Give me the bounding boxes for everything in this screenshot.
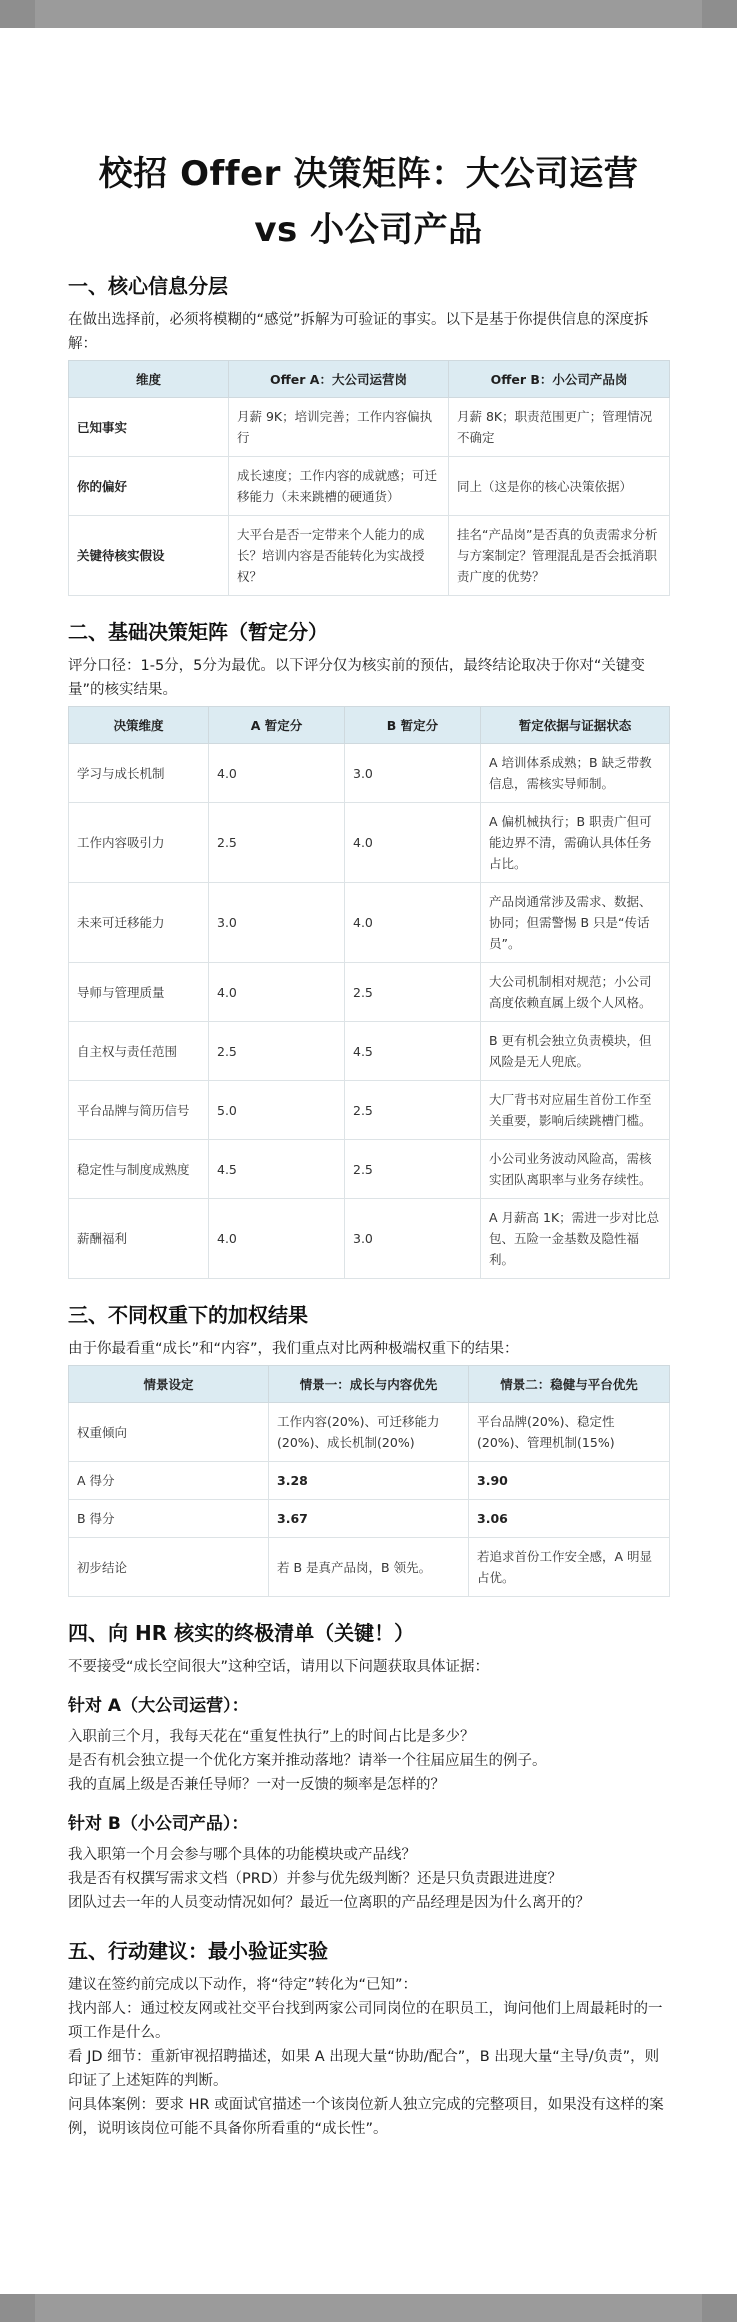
list-item: 建议在签约前完成以下动作，将“待定”转化为“已知”： — [68, 1977, 418, 1993]
table-header: B 暂定分 — [345, 707, 481, 744]
table-header: 决策维度 — [69, 707, 209, 744]
list-item: 我是否有权撰写需求文档（PRD）并参与优先级判断？还是只负责跟进进度？ — [68, 1871, 562, 1887]
section-1-intro: 在做出选择前，必须将模糊的“感觉”拆解为可验证的事实。以下是基于你提供信息的深度拆解： — [68, 312, 649, 352]
question-list-a — [68, 1725, 669, 1797]
section-2-intro: 评分口径：1-5分，5分为最优。以下评分仅为核实前的预估，最终结论取决于你对“关键变量”的核实结果。 — [68, 658, 645, 698]
table-header: 情景设定 — [69, 1366, 269, 1403]
subsection-b-heading: 针对 B（小公司产品）： — [68, 1814, 249, 1834]
table-row: 学习与成长机制 4.0 3.0 A 培训体系成熟；B 缺乏带教信息，需核实导师制。 — [69, 744, 670, 803]
table-row: 自主权与责任范围 2.5 4.5 B 更有机会独立负责模块，但风险是无人兜底。 — [69, 1022, 670, 1081]
list-item: 是否有机会独立提一个优化方案并推动落地？请举一个往届应届生的例子。 — [68, 1753, 547, 1769]
table-row: 权重倾向 工作内容(20%)、可迁移能力(20%)、成长机制(20%) 平台品牌(20%)、稳定性(20%)、管理机制(15%) — [69, 1403, 670, 1462]
top-bar — [0, 0, 737, 28]
table-header: 暂定依据与证据状态 — [481, 707, 670, 744]
section-3-heading: 三、不同权重下的加权结果 — [68, 1303, 308, 1327]
list-item: 看 JD 细节：重新审视招聘描述，如果 A 出现大量“协助/配合”，B 出现大量“主导/负责”，则印证了上述矩阵的判断。 — [68, 2049, 660, 2089]
table-header: A 暂定分 — [209, 707, 345, 744]
table-row: B 得分 3.67 3.06 — [69, 1500, 670, 1538]
decision-matrix-table — [68, 706, 670, 1279]
table-row: 未来可迁移能力 3.0 4.0 产品岗通常涉及需求、数据、协同；但需警惕 B 只是“传话员”。 — [69, 883, 670, 963]
table-row: 导师与管理质量 4.0 2.5 大公司机制相对规范；小公司高度依赖直属上级个人风格。 — [69, 963, 670, 1022]
question-list-b — [68, 1843, 669, 1915]
subsection-a-heading: 针对 A（大公司运营）： — [68, 1696, 249, 1716]
table-row: 平台品牌与简历信号 5.0 2.5 大厂背书对应届生首份工作至关重要，影响后续跳槽门槛。 — [69, 1081, 670, 1140]
list-item: 我的直属上级是否兼任导师？一对一反馈的频率是怎样的？ — [68, 1777, 445, 1793]
list-item: 问具体案例：要求 HR 或面试官描述一个该岗位新人独立完成的完整项目，如果没有这样的案例，说明该岗位可能不具备你所看重的“成长性”。 — [68, 2097, 664, 2137]
table-row: 初步结论 若 B 是真产品岗，B 领先。 若追求首份工作安全感，A 明显占优。 — [69, 1538, 670, 1597]
list-item: 我入职第一个月会参与哪个具体的功能模块或产品线？ — [68, 1847, 416, 1863]
section-3-intro: 由于你最看重“成长”和“内容”，我们重点对比两种极端权重下的结果： — [68, 1341, 519, 1357]
section-1-heading: 一、核心信息分层 — [68, 274, 228, 298]
list-item: 入职前三个月，我每天花在“重复性执行”上的时间占比是多少？ — [68, 1729, 475, 1745]
list-item: 团队过去一年的人员变动情况如何？最近一位离职的产品经理是因为什么离开的？ — [68, 1895, 590, 1911]
table-row: 薪酬福利 4.0 3.0 A 月薪高 1K；需进一步对比总包、五险一金基数及隐性福利。 — [69, 1199, 670, 1279]
table-row: 稳定性与制度成熟度 4.5 2.5 小公司业务波动风险高，需核实团队离职率与业务存续性。 — [69, 1140, 670, 1199]
table-row: 已知事实 月薪 9K；培训完善；工作内容偏执行 月薪 8K；职责范围更广；管理情况不确定 — [69, 398, 670, 457]
section-4-heading: 四、向 HR 核实的终极清单（关键！） — [68, 1621, 415, 1645]
table-header: 情景二：稳健与平台优先 — [469, 1366, 670, 1403]
section-2-heading: 二、基础决策矩阵（暂定分） — [68, 620, 328, 644]
section-4-intro: 不要接受“成长空间很大”这种空话，请用以下问题获取具体证据： — [68, 1659, 490, 1675]
table-row: 你的偏好 成长速度；工作内容的成就感；可迁移能力（未来跳槽的硬通货） 同上（这是你的核心决策依据） — [69, 457, 670, 516]
bottom-bar — [0, 2294, 737, 2322]
action-list — [68, 1973, 669, 2141]
info-table — [68, 360, 670, 596]
table-header: Offer B：小公司产品岗 — [449, 361, 670, 398]
table-header: Offer A：大公司运营岗 — [229, 361, 449, 398]
table-row: 工作内容吸引力 2.5 4.0 A 偏机械执行；B 职责广但可能边界不清，需确认具体任务占比。 — [69, 803, 670, 883]
table-header: 维度 — [69, 361, 229, 398]
table-header: 情景一：成长与内容优先 — [269, 1366, 469, 1403]
weighted-results-table — [68, 1365, 670, 1597]
page-title: 校招 Offer 决策矩阵：大公司运营 vs 小公司产品 — [98, 154, 639, 250]
table-row: A 得分 3.28 3.90 — [69, 1462, 670, 1500]
section-5-heading: 五、行动建议：最小验证实验 — [68, 1939, 328, 1963]
document — [68, 146, 669, 2141]
table-row: 关键待核实假设 大平台是否一定带来个人能力的成长？培训内容是否能转化为实战授权？ 挂名“产品岗”是否真的负责需求分析与方案制定？管理混乱是否会抵消职责广度的优势？ — [69, 516, 670, 596]
list-item: 找内部人：通过校友网或社交平台找到两家公司同岗位的在职员工，询问他们上周最耗时的一项工作是什么。 — [68, 2001, 663, 2041]
